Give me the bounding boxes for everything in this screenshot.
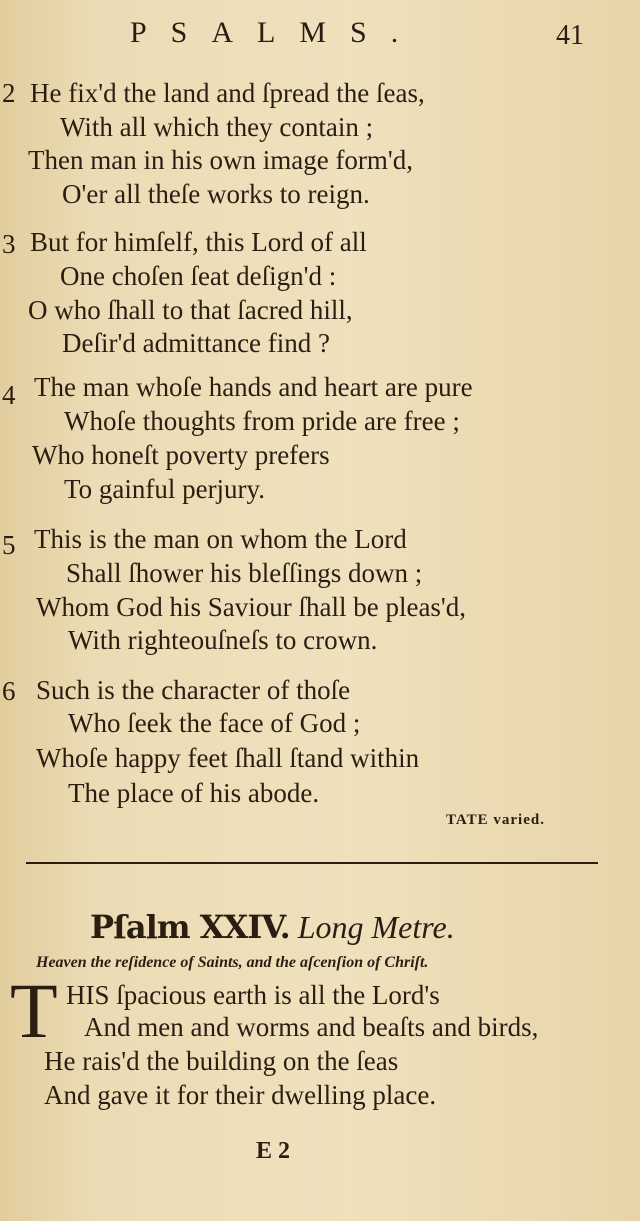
running-title: PSALMS.	[130, 16, 423, 49]
psalm-heading	[90, 908, 455, 946]
verse-line: Deſir'd admittance find ?	[62, 328, 331, 358]
attribution: TATE varied.	[446, 812, 545, 828]
page-header	[0, 14, 640, 54]
verse-line: HIS ſpacious earth is all the Lord's	[66, 980, 440, 1010]
verse-line: To gainful perjury.	[64, 474, 266, 504]
verse-line: This is the man on whom the Lord	[34, 524, 407, 554]
signature-mark: E 2	[256, 1138, 291, 1164]
stanza-number: 5	[2, 530, 16, 560]
psalm-meter: Long Metre.	[297, 909, 455, 945]
stanza-number: 4	[2, 380, 16, 410]
verse-line: Whoſe thoughts from pride are free ;	[64, 406, 460, 436]
verse-line: Then man in his own image form'd,	[28, 145, 414, 175]
verse-line: And gave it for their dwelling place.	[44, 1080, 437, 1110]
verse-line: One choſen ſeat deſign'd :	[60, 261, 337, 291]
verse-line: O'er all theſe works to reign.	[62, 179, 370, 209]
verse-line: O who ſhall to that ſacred hill,	[28, 295, 353, 325]
verse-line: Whom God his Saviour ſhall be pleas'd,	[36, 592, 467, 622]
stanza-number: 3	[2, 229, 16, 259]
verse-line: He fix'd the land and ſpread the ſeas,	[30, 78, 425, 108]
stanza-number: 6	[2, 676, 16, 706]
verse-line: Who ſeek the face of God ;	[68, 708, 361, 738]
verse-line: Such is the character of thoſe	[36, 675, 351, 705]
verse-line: The place of his abode.	[68, 778, 320, 808]
stanza-number: 2	[2, 78, 16, 108]
verse-line: The man whoſe hands and heart are pure	[34, 372, 473, 402]
psalm-number: Pſalm XXIV.	[90, 908, 290, 946]
verse-line: Who honeſt poverty prefers	[32, 440, 330, 470]
psalm-subtitle: Heaven the reſidence of Saints, and the aſcenſion of Chriſt.	[36, 954, 429, 971]
drop-cap: T	[10, 967, 58, 1054]
verse-line: With all which they contain ;	[60, 112, 374, 142]
verse-line: And men and worms and beaſts and birds,	[84, 1012, 539, 1042]
verse-line: But for himſelf, this Lord of all	[30, 227, 367, 257]
divider-rule	[26, 862, 598, 864]
verse-line: With righteouſneſs to crown.	[68, 625, 378, 655]
verse-line: He rais'd the building on the ſeas	[44, 1046, 399, 1076]
verse-line: Whoſe happy feet ſhall ſtand within	[36, 743, 420, 773]
page-number: 41	[556, 20, 584, 51]
verse-line: Shall ſhower his bleſſings down ;	[66, 558, 423, 588]
